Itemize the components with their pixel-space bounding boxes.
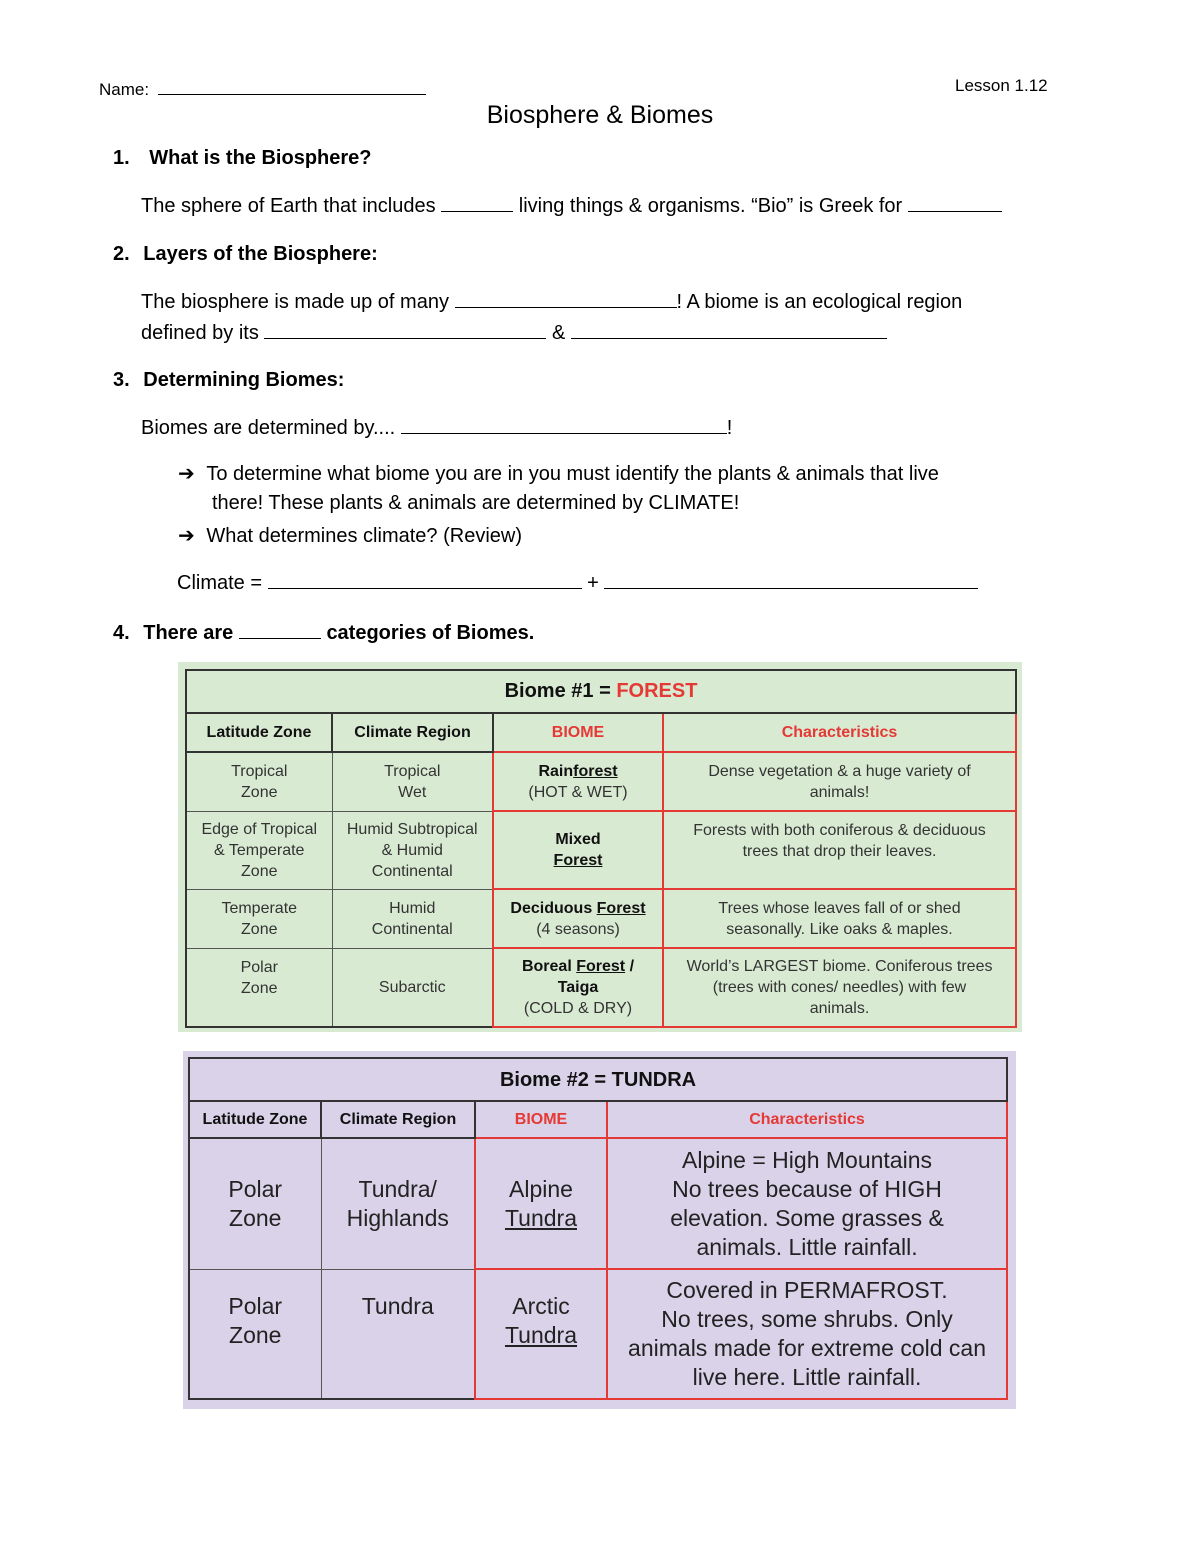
column-header: Climate Region — [321, 1101, 475, 1138]
biome-name: Taiga — [557, 979, 599, 996]
cell-line: Zone — [241, 862, 278, 880]
question-1-heading — [113, 147, 372, 170]
cell-line: (4 seasons) — [536, 920, 620, 938]
cell-line: (trees with cones/ needles) with few — [712, 979, 967, 996]
question-number: 4. — [113, 622, 130, 644]
question-text: Determining Biomes: — [143, 369, 345, 391]
characteristics-cell — [663, 752, 1016, 811]
characteristics-cell — [663, 889, 1016, 948]
forest-table-title — [186, 670, 1016, 713]
cell-text: Forest — [596, 899, 646, 917]
table-row — [186, 889, 1016, 948]
cell-line: Zone — [229, 1321, 282, 1348]
answer-blank[interactable] — [455, 289, 677, 308]
climate-equation — [177, 570, 978, 595]
question-3-sentence — [141, 415, 732, 440]
cell-line: Alpine = High Mountains — [682, 1146, 932, 1173]
characteristics-cell — [663, 948, 1016, 1027]
biome-name: Tundra — [504, 1204, 578, 1231]
biome-name — [498, 761, 658, 782]
bullet-1 — [178, 461, 939, 486]
name-field — [99, 76, 426, 100]
biome-cell — [493, 889, 663, 948]
column-header: Characteristics — [663, 713, 1016, 752]
column-header: Latitude Zone — [186, 713, 332, 752]
cell-line: & Temperate — [214, 841, 305, 859]
forest-table-panel — [178, 662, 1022, 1032]
sentence-part: The sphere of Earth that includes — [141, 195, 436, 217]
cell-line: (COLD & DRY) — [523, 1000, 633, 1017]
sentence-part: categories of Biomes. — [326, 622, 535, 644]
sentence-part: living things & organisms. “Bio” is Greek for — [518, 195, 903, 217]
characteristics-cell — [663, 811, 1016, 889]
sentence-part: Climate = — [177, 572, 263, 594]
question-number: 2. — [113, 243, 130, 265]
column-header: BIOME — [475, 1101, 607, 1138]
answer-blank[interactable] — [239, 620, 321, 639]
climate-cell — [332, 889, 493, 948]
climate-cell — [321, 1269, 475, 1399]
cell-line: Dense vegetation & a huge variety of — [708, 762, 971, 780]
cell-text: Boreal — [521, 958, 577, 975]
table-row — [186, 811, 1016, 889]
column-header: Climate Region — [332, 713, 493, 752]
cell-line: (HOT & WET) — [528, 783, 628, 801]
climate-cell — [332, 811, 493, 889]
cell-line: Zone — [229, 1204, 282, 1231]
cell-line: Edge of Tropical — [201, 820, 318, 838]
sentence-part: & — [551, 322, 566, 344]
cell-line: Wet — [398, 783, 427, 801]
cell-line: animals. — [809, 1000, 870, 1017]
name-label: Name: — [99, 80, 150, 99]
title-biome-name: FOREST — [616, 680, 698, 702]
characteristics-cell — [607, 1269, 1007, 1399]
latitude-cell — [189, 1269, 321, 1399]
cell-line: Polar — [228, 1175, 283, 1202]
cell-line: Continental — [371, 862, 453, 880]
biome-name — [498, 898, 658, 919]
cell-line: Polar — [240, 958, 278, 976]
cell-line: Tundra/ — [358, 1175, 437, 1202]
latitude-cell — [186, 811, 332, 889]
question-text: What is the Biosphere? — [149, 147, 372, 169]
answer-blank[interactable] — [604, 570, 978, 589]
cell-text: Rain — [538, 762, 574, 780]
biome-name: Tundra — [504, 1322, 578, 1348]
biome-cell — [475, 1138, 607, 1269]
cell-line: Forests with both coniferous & deciduous — [693, 822, 986, 839]
biome-cell — [493, 811, 663, 889]
cell-line: No trees because of HIGH — [672, 1175, 942, 1202]
tundra-biome-table — [188, 1057, 1008, 1400]
cell-line: World’s LARGEST biome. Coniferous trees — [686, 958, 993, 975]
cell-line: Tropical — [231, 762, 288, 780]
lesson-number: Lesson 1.12 — [955, 76, 1048, 95]
climate-cell — [332, 948, 493, 1027]
table-row — [189, 1138, 1007, 1269]
cell-line: trees that drop their leaves. — [742, 843, 937, 860]
cell-line: Subarctic — [378, 978, 446, 996]
arrow-right-icon: ➔ — [178, 463, 195, 485]
cell-line: animals! — [809, 783, 870, 801]
tundra-table-panel — [183, 1051, 1016, 1409]
arrow-right-icon: ➔ — [178, 525, 195, 547]
tundra-table-title: Biome #2 = TUNDRA — [189, 1058, 1007, 1101]
climate-cell — [321, 1138, 475, 1269]
cell-text: forest — [573, 762, 618, 780]
answer-blank[interactable] — [908, 193, 1002, 212]
latitude-cell — [186, 948, 332, 1027]
cell-line: Humid Subtropical — [346, 820, 478, 838]
cell-line: Polar — [228, 1292, 283, 1319]
cell-line: Zone — [241, 920, 278, 938]
cell-text: / — [625, 958, 635, 975]
answer-blank[interactable] — [441, 193, 513, 212]
cell-line: Zone — [241, 783, 278, 801]
sentence-part: ! A biome is an ecological region — [676, 291, 963, 313]
cell-line: Continental — [371, 920, 453, 938]
name-blank[interactable] — [158, 76, 426, 95]
cell-line: Covered in PERMAFROST. — [666, 1277, 948, 1303]
cell-line: Humid — [389, 899, 436, 917]
biome-name: Alpine — [509, 1175, 573, 1202]
column-header: Characteristics — [607, 1101, 1007, 1138]
question-number: 3. — [113, 369, 130, 391]
cell-line: Tundra — [361, 1292, 434, 1319]
cell-line: Tropical — [384, 762, 441, 780]
cell-line: elevation. Some grasses & — [670, 1204, 944, 1231]
bullet-text: To determine what biome you are in you must identify the plants & animals that live — [206, 463, 939, 485]
page-title: Biosphere & Biomes — [486, 101, 714, 129]
answer-blank[interactable] — [264, 320, 546, 339]
question-text: Layers of the Biosphere: — [143, 243, 378, 265]
biome-cell — [493, 752, 663, 811]
answer-blank[interactable] — [401, 415, 727, 434]
cell-line: & Humid — [381, 841, 443, 859]
biome-name — [498, 956, 658, 977]
cell-line: live here. Little rainfall. — [692, 1364, 922, 1390]
cell-line: animals made for extreme cold can — [628, 1335, 986, 1361]
table-row — [186, 752, 1016, 811]
column-header: Latitude Zone — [189, 1101, 321, 1138]
cell-line: Temperate — [221, 899, 298, 917]
answer-blank[interactable] — [571, 320, 887, 339]
sentence-part: There are — [143, 622, 234, 644]
biome-name: Mixed — [555, 831, 601, 848]
question-1-sentence — [141, 193, 1002, 218]
cell-line: Zone — [241, 979, 278, 997]
cell-line: Highlands — [346, 1204, 449, 1231]
question-number: 1. — [113, 147, 130, 169]
biome-cell — [475, 1269, 607, 1399]
question-3-heading — [113, 369, 344, 392]
cell-line: No trees, some shrubs. Only — [661, 1306, 953, 1332]
question-2-line-2 — [141, 320, 887, 345]
sentence-part: Biomes are determined by.... — [141, 417, 396, 439]
bullet-2 — [178, 523, 522, 548]
cell-text: Forest — [576, 958, 626, 975]
question-4 — [113, 620, 534, 645]
characteristics-cell — [607, 1138, 1007, 1269]
latitude-cell — [189, 1138, 321, 1269]
latitude-cell — [186, 889, 332, 948]
sentence-part: The biosphere is made up of many — [141, 291, 449, 313]
sentence-part: ! — [726, 417, 733, 439]
title-prefix: Biome #1 = — [504, 680, 617, 702]
cell-line: seasonally. Like oaks & maples. — [726, 920, 953, 938]
question-2-heading — [113, 243, 378, 266]
forest-biome-table — [185, 669, 1017, 1028]
table-row — [186, 948, 1016, 1027]
cell-line: animals. Little rainfall. — [696, 1233, 918, 1260]
biome-name: Forest — [553, 852, 603, 869]
table-row — [189, 1269, 1007, 1399]
sentence-part: + — [587, 572, 599, 594]
latitude-cell — [186, 752, 332, 811]
cell-line: Trees whose leaves fall of or shed — [718, 899, 961, 917]
bullet-text: What determines climate? (Review) — [206, 525, 522, 547]
column-header: BIOME — [493, 713, 663, 752]
question-2-line-1 — [141, 289, 962, 314]
biome-cell — [493, 948, 663, 1027]
answer-blank[interactable] — [268, 570, 582, 589]
biome-name: Arctic — [512, 1293, 570, 1319]
sentence-part: defined by its — [141, 322, 259, 344]
climate-cell — [332, 752, 493, 811]
cell-text: Deciduous — [510, 899, 597, 917]
bullet-1-continued: there! These plants & animals are determined by CLIMATE! — [212, 492, 740, 514]
